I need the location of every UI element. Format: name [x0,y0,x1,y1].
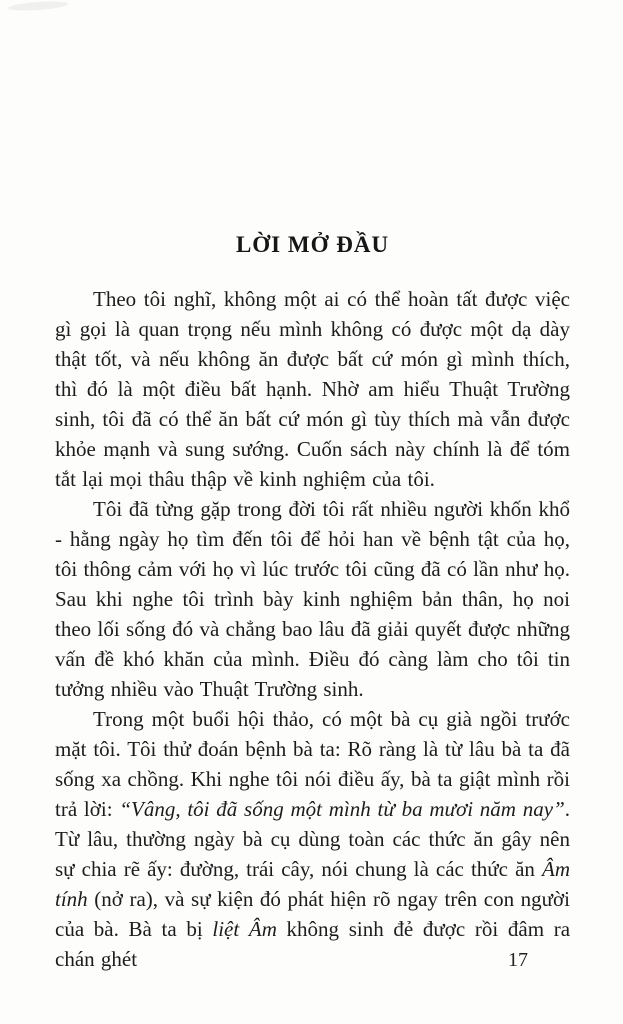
emphasized-text: “Vâng, tôi đã sống một mình từ ba mươi năm nay” [119,797,565,821]
text-run: Trong một buổi hội thảo, có một bà cụ già ngồi trước mặt tôi. Tôi thử đoán bệnh bà ta: Rõ ràng là từ lâu bà ta đã sống xa chồng. Khi nghe tôi nói điều ấy, bà ta giật mình rồi trả lời: [55,707,570,821]
emphasized-text: Âm tính [55,857,570,911]
chapter-title: LỜI MỞ ĐẦU [235,232,390,257]
text-run: Theo tôi nghĩ, không một ai có thể hoàn tất được việc gì gọi là quan trọng nếu mình không có được một dạ dày thật tốt, và nếu không ăn được bất cứ món gì mình thích, thì đó là một điều bất hạnh. Nhờ am hiểu Thuật Trường sinh, tôi đã có thể ăn bất cứ món gì tùy thích mà vẫn được khỏe mạnh và sung sướng. Cuốn sách này chính là để tóm tắt lại mọi thâu thập về kinh nghiệm của tôi. [55,287,570,491]
body-text [55,284,570,974]
paragraph [55,494,570,704]
emphasized-text: liệt Âm [212,917,277,941]
paragraph [55,284,570,494]
page-number: 17 [508,949,528,971]
paragraph [55,704,570,974]
scan-artifact [8,0,68,12]
page-content [55,232,570,974]
text-run: . Từ lâu, thường ngày bà cụ dùng toàn các thức ăn gây nên sự chia rẽ ấy: đường, trái cây, nói chung là các thức ăn [55,797,570,881]
text-run: Tôi đã từng gặp trong đời tôi rất nhiều người khốn khổ - hằng ngày họ tìm đến tôi để hỏi han về bệnh tật của họ, tôi thông cảm với họ vì lúc trước tôi cũng đã có lần như họ. Sau khi nghe tôi trình bày kinh nghiệm bản thân, họ noi theo lối sống đó và chẳng bao lâu đã giải quyết được những vấn đề khó khăn của mình. Điều đó càng làm cho tôi tin tưởng nhiều vào Thuật Trường sinh. [55,497,570,701]
text-run: không sinh đẻ được rồi đâm ra chán ghét [55,917,571,971]
text-run: (nở ra), và sự kiện đó phát hiện rõ ngay trên con người của bà. Bà ta bị [55,887,570,941]
